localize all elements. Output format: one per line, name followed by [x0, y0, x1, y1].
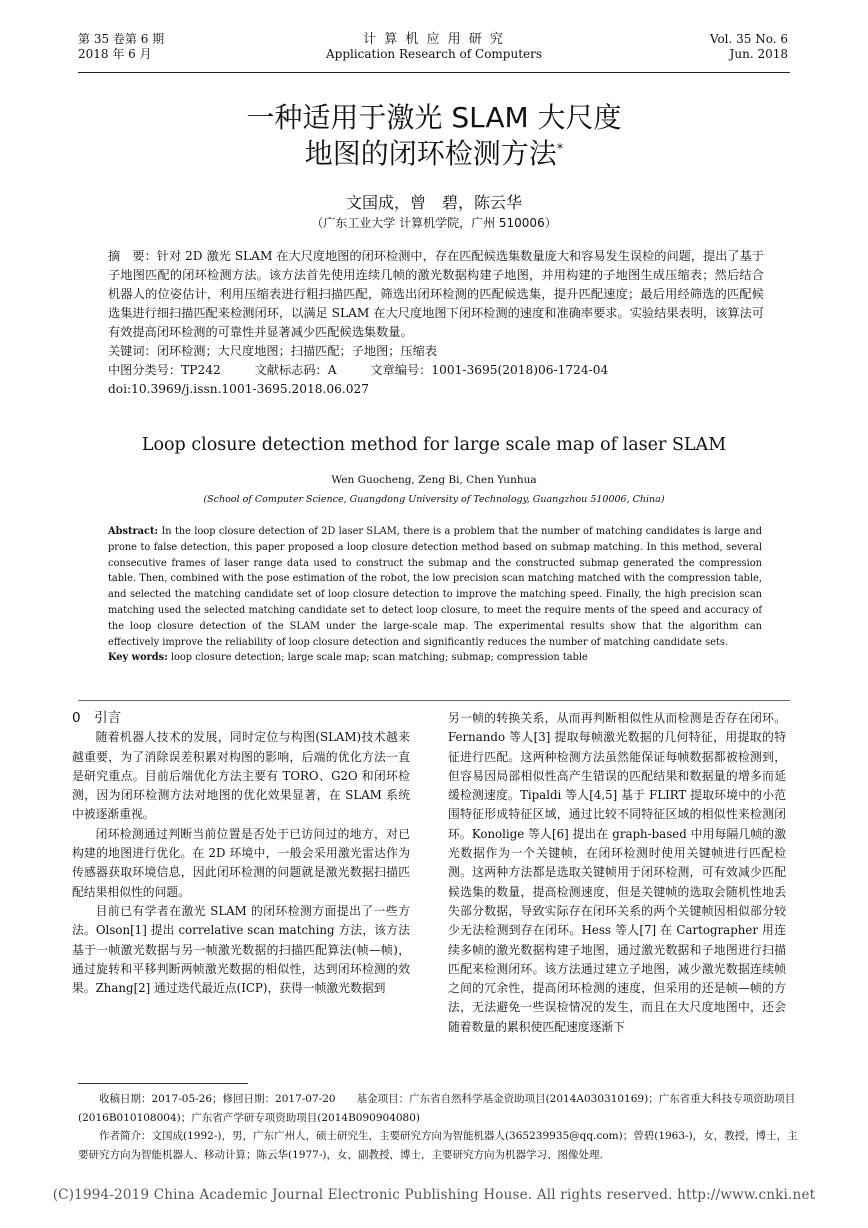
doc-code: A	[327, 363, 337, 377]
abstract-divider	[78, 700, 790, 701]
english-authors: Wen Guocheng, Zeng Bi, Chen Yunhua	[331, 474, 537, 486]
page-header	[0, 30, 868, 70]
paper-title-line1: 一种适用于激光 SLAM 大尺度	[246, 101, 622, 134]
body-paragraph: 闭环检测通过判断当前位置是否处于已访问过的地方，对已构建的地图进行优化。在 2D 环境中，一般会采用激光雷达作为传感器获取环境信息，因此闭环检测的问题就是激光数据扫描匹配结果相似性的问题。	[72, 826, 410, 899]
header-journal-en: Application Research of Computers	[325, 47, 543, 61]
body-column-right	[448, 709, 786, 1037]
english-affiliation: (School of Computer Science, Guangdong University of Technology, Guangzhou 510006, China)	[203, 494, 665, 505]
author-list: 文国成，曾 碧，陈云华	[345, 193, 522, 212]
body-paragraph: 另一帧的转换关系，从而再判断相似性从而检测是否存在闭环。Fernando 等人[3] 提取每帧激光数据的几何特征，用提取的特征进行匹配。这两种检测方法虽然能保证每帧数据都被检测到，但容易因局部相似性高产生错误的匹配结果和数据量的增多而延缓检测速度。Tipaldi 等人[4,5] 基于 FLIRT 提取环境中的小范围特征形成特征区域，通过比较不同特征区域的相似性来检测闭环。Konolige 等人[6] 提出在 graph-based 中用每隔几帧的激光数据作为一个关键帧，在闭环检测时使用关键帧进行匹配检测。这两种方法都是选取关键帧用于闭环检测，可有效减少匹配候选集的数量，提高检测速度，但是关键帧的选取会随机性地丢失部分数据，导致实际存在闭环关系的两个关键帧因相似部分较少无法检测到存在闭环。Hess 等人[7] 在 Cartographer 用连续多帧的激光数据构建子地图，通过激光数据和子地图进行扫描匹配来检测闭环。该方法通过建立子地图，减少激光数据连续帧之间的冗余性，提高闭环检测的速度，但采用的还是帧—帧的方法，无法避免一些误检情况的发生，而且在大尺度地图中，还会随着数量的累积使匹配速度逐渐下	[448, 711, 786, 1034]
clc-label: 中图分类号：	[108, 363, 182, 377]
header-journal-cn: 计 算 机 应 用 研 究	[363, 32, 505, 47]
title-footnote-mark: *	[556, 142, 564, 157]
keywords-cn-label: 关键词：	[108, 344, 157, 358]
paper-title	[0, 100, 868, 172]
footnotes	[78, 1090, 798, 1164]
doc-code-label: 文献标志码：	[254, 363, 328, 377]
header-divider	[78, 72, 790, 73]
section-heading-intro: 0 引言	[72, 710, 122, 726]
body-paragraph: 随着机器人技术的发展，同时定位与构图(SLAM)技术越来越重要，为了消除误差积累对构图的影响，后端的优化方法一直是研究重点。目前后端优化方法主要有 TORO、G2O 和闭环检测，因为闭环检测方法对地图的优化效果显著，在 SLAM 系统中被逐渐重视。	[72, 730, 410, 822]
doi: doi:10.3969/j.issn.1001-3695.2018.06.027	[108, 382, 369, 396]
article-number: 1001-3695(2018)06-1724-04	[431, 363, 609, 377]
keywords-cn: 闭环检测；大尺度地图；扫描匹配；子地图；压缩表	[156, 344, 438, 358]
clc-number: TP242	[181, 363, 221, 377]
abstract-cn-text: 针对 2D 激光 SLAM 在大尺度地图的闭环检测中，存在匹配候选集数量庞大和容易发生误检的问题，提出了基于子地图匹配的闭环检测方法。该方法首先使用连续几帧的激光数据构建子地图，并用构建的子地图生成压缩表；然后结合机器人的位姿估计，利用压缩表进行粗扫描匹配，筛选出闭环检测的匹配候选集，提升匹配速度；最后用经筛选的匹配候选集进行细扫描匹配来检测闭环，以满足 SLAM 在大尺度地图下闭环检测的速度和准确率要求。实验结果表明，该算法可有效提高闭环检测的可靠性并显著减少匹配候选集数量。	[108, 249, 765, 339]
footnote-author-bio: 作者简介：文国成(1992-)，男，广东广州人，硕士研究生，主要研究方向为智能机器人(365239935@qq.com)；曾碧(1963-)，女，教授，博士，主要研究方向为智能机器人、移动计算；陈云华(1977-)，女，副教授，博士，主要研究方向为机器学习、图像处理.	[78, 1130, 798, 1161]
header-issue-en	[710, 32, 788, 62]
abstract-en	[108, 524, 762, 666]
paper-title-line2: 地图的闭环检测方法	[304, 137, 557, 170]
abstract-cn-label: 摘 要：	[108, 249, 157, 263]
keywords-en: loop closure detection; large scale map; scan matching; submap; compression table	[170, 652, 588, 664]
header-date-en: Jun. 2018	[729, 47, 788, 61]
abstract-cn	[108, 247, 764, 399]
abstract-en-label: Abstract:	[108, 526, 159, 537]
author-affiliation: （广东工业大学 计算机学院，广州 510006）	[311, 216, 557, 230]
header-date-cn: 2018 年 6 月	[78, 47, 152, 61]
abstract-en-text: In the loop closure detection of 2D laser SLAM, there is a problem that the number of matching candidates is large and prone to false detection, this paper proposed a loop closure detection method based on submap matching. In this method, several consecutive frames of laser range data used to construct the submap and the constructed submap generated the compression table. Then, combined with the pose estimation of the robot, the low precision scan matching matched with the compression table, and selected the matching candidate set of loop closure detection to improve the matching speed. Finally, the high precision scan matching used the selected matching candidate set to detect loop closure, to meet the require ments of the speed and accuracy of the loop closure detection of the SLAM under the large-scale map. The experimental results show that the algorithm can effectively improve the reliability of loop closure detection and significantly reduces the number of matching candidate sets.	[108, 526, 762, 648]
header-volume-cn: 第 35 卷第 6 期	[78, 32, 165, 46]
keywords-en-label: Key words:	[108, 652, 168, 664]
footnote-funding: 收稿日期：2017-05-26；修回日期：2017-07-20 基金项目：广东省自然科学基金资助项目(2014A030310169)；广东省重大科技专项资助项目(2016B010108004)；广东省产学研专项资助项目(2014B090904080)	[78, 1093, 796, 1124]
article-no-label: 文章编号：	[370, 363, 432, 377]
copyright-notice: (C)1994-2019 China Academic Journal Electronic Publishing House. All rights reserved. http://www.cnki.net	[52, 1187, 816, 1203]
footnote-divider	[78, 1083, 248, 1084]
header-volume-en: Vol. 35 No. 6	[709, 32, 788, 46]
english-title: Loop closure detection method for large scale map of laser SLAM	[141, 435, 727, 455]
body-paragraph: 目前已有学者在激光 SLAM 的闭环检测方面提出了一些方法。Olson[1] 提出 correlative scan matching 方法，该方法基于一帧激光数据与另一帧激光数据的扫描匹配算法(帧—帧)，通过旋转和平移判断两帧激光数据的相似性，达到闭环检测的效果。Zhang[2] 通过迭代最近点(ICP)，获得一帧激光数据到	[72, 903, 410, 996]
body-column-left	[72, 709, 410, 998]
